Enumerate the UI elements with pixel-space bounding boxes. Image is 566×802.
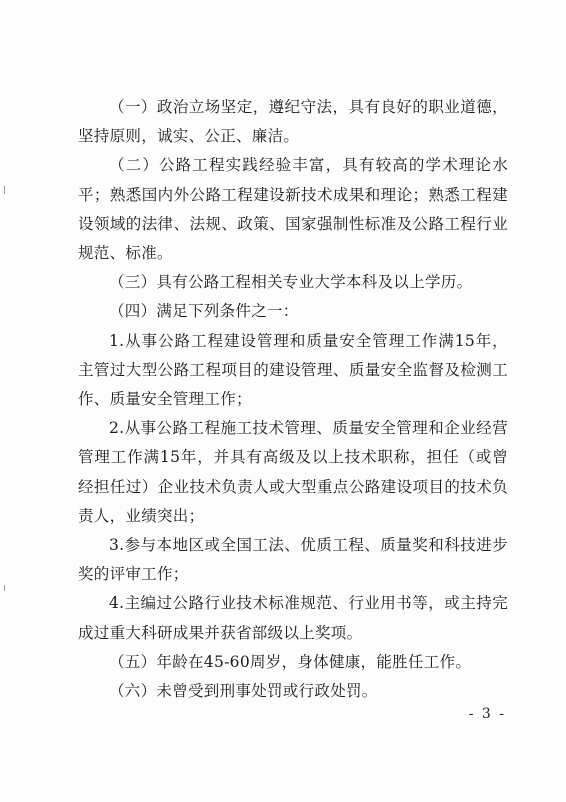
scan-edge-mark — [4, 186, 5, 194]
page-number: - 3 - — [468, 706, 506, 722]
scan-edge-mark — [4, 585, 5, 591]
paragraph-condition-3: 3.参与本地区或全国工法、优质工程、质量奖和科技进步奖的评审工作； — [78, 536, 508, 584]
body-text — [78, 93, 508, 706]
paragraph-age: （五）年龄在45-60周岁，身体健康，能胜任工作。 — [109, 652, 472, 671]
paragraph-education: （三）具有公路工程相关专业大学本科及以上学历。 — [109, 273, 473, 292]
paragraph-condition-4: 4.主编过公路行业技术标准规范、行业用书等，或主持完成过重大科研成果并获省部级以上奖项。 — [78, 594, 508, 642]
paragraph-political-stance: （一）政治立场坚定，遵纪守法，具有良好的职业道德，坚持原则，诚实、公正、廉洁。 — [78, 98, 508, 146]
paragraph-no-penalty: （六）未曾受到刑事处罚或行政处罚。 — [109, 682, 378, 701]
paragraph-condition-1: 1.从事公路工程建设管理和质量安全管理工作满15年，主管过大型公路工程项目的建设管理、质量安全监督及检测工作、质量安全管理工作； — [78, 331, 508, 409]
paragraph-conditions-heading: （四）满足下列条件之一： — [109, 302, 299, 321]
paragraph-practical-experience: （二）公路工程实践经验丰富，具有较高的学术理论水平；熟悉国内外公路工程建设新技术成果和理论；熟悉工程建设领域的法律、法规、政策、国家强制性标准及公路工程行业规范、标准。 — [78, 156, 508, 263]
paragraph-condition-2: 2.从事公路工程施工技术管理、质量安全管理和企业经营管理工作满15年，并具有高级及以上技术职称，担任（或曾经担任过）企业技术负责人或大型重点公路建设项目的技术负责人，业绩突出； — [78, 419, 508, 525]
